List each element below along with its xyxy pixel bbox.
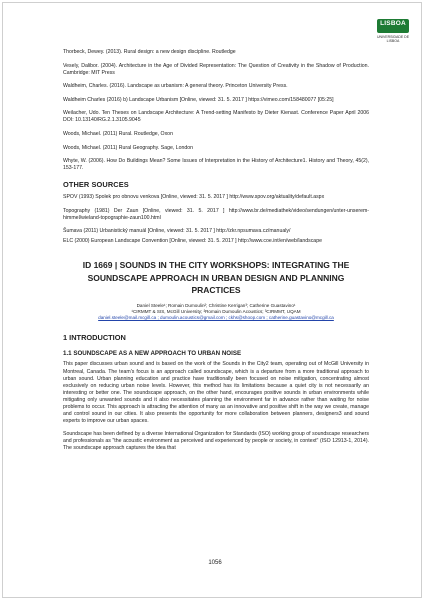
source-item: ELC (2000) European Landscape Convention [Online, viewed: 31. 5. 2017 ] http://www.coe.int/en/web/landscape	[63, 238, 322, 245]
body-paragraph: Soundscape has been defined by a diverse International Organization for Standards (ISO) working group of soundscape researchers and professionals as "the acoustic environment as perceived and experienced by people or society, in context" (ISO 12913-1, 2014). The soundscape approach captures the idea that	[63, 430, 369, 451]
introduction-heading: 1 INTRODUCTION	[63, 333, 126, 343]
page-number: 1056	[208, 560, 222, 566]
paper-affiliations: ¹CIRMMT & SIS, McGill University; ²Romain Dumoulin Acoustics; ³CIRMMT, UQAM	[131, 309, 301, 315]
reference-list	[63, 49, 369, 172]
body-paragraph: This paper discusses urban sound and is based on the work of the Sounds in the City2 team, operating out of McGill University in Montreal, Canada. The team's focus is an approach called soundscape, which is a departure from a more traditional approach to urban sound. Urban planning education and practice have traditionally been focused on noise mitigation, concentrating almost exclusively on reducing urban noise levels. However, this method has its limitations because a quiet city is not necessarily an interesting or better one. The soundscape approach, on the other hand, encourages positive sounds in urban environments while mitigating only unwanted sounds and it also necessitates planning the environment far in advance rather than waiting for noise problems to occur. This approach is attracting the attention of many as an innovative and positive shift in the way we create, manage and control sound in our cities. It also presents the opportunity for more collaboration between planners, designers3 and sound experts to improve our urban spaces.	[63, 361, 369, 424]
reference-item: Woods, Michael. (2011) Rural Geography. Sage, London	[63, 144, 194, 151]
page-content	[63, 49, 369, 458]
reference-item: Vesely, Dalibor. (2004). Architecture in the Age of Divided Representation: The Question of Creativity in the Shadow of Production. Cambridge: MIT Press	[63, 62, 369, 76]
reference-item: Waldheim, Charles. (2016). Landscape as urbanism: A general theory. Princeton University Press.	[63, 83, 288, 90]
reference-item: Waldheim Charles (2016) b) Landscape Urbanism [Online, viewed: 31. 5. 2017 ] https://vimeo.com/158480077 [05:25]	[63, 96, 334, 103]
other-sources-list	[63, 194, 369, 245]
reference-item: Woods, Michael. (2011) Rural. Routledge, Oxon	[63, 130, 173, 137]
university-logo	[373, 17, 413, 41]
reference-item: Whyte, W. (2006). How Do Buildings Mean? Some Issues of Interpretation in the History of Architecture1. History and Theory, 45(2), 153-177.	[63, 158, 369, 172]
author-emails[interactable]: daniel.steele@mail.mcgill.ca ; dumoulin.acoustics@gmail.com ; ckhs@shoop.com ; catherine.guastavino@mcgill.ca	[98, 315, 334, 321]
subsection-heading: 1.1 SOUNDSCAPE AS A NEW APPROACH TO URBAN NOISE	[63, 350, 242, 358]
paper-title: ID 1669 | SOUNDS IN THE CITY WORKSHOPS: INTEGRATING THE SOUNDSCAPE APPROACH IN URBAN DESIGN AND PLANNING PRACTICES	[82, 260, 350, 296]
source-item: SPOV (1993) Spolek pro obnovu venkova [Online, viewed: 31. 5. 2017 ] http://www.spov.org/aktuality/default.aspx	[63, 194, 325, 201]
document-page	[2, 2, 422, 598]
reference-item: Weilacher, Udo. Ten Theses on Landscape Architecture: A Trend-setting Manifesto by Dieter Kienast. Conference Paper April 2006 DOI: 10.13140/RG.2.1.3105.9045	[63, 110, 369, 124]
reference-item: Thorbeck, Dewey. (2013). Rural design: a new design discipline. Routledge	[63, 49, 236, 55]
source-item: Topography (1981) Der Zaun [Online, viewed: 31. 5. 2017 ] http://www.br.de/mediathek/video/sendungen/unter-unserem-himmel/wieland-topographie-zaun100.html	[63, 207, 369, 221]
logo-subtext: UNIVERSIDADE DE LISBOA	[376, 35, 410, 43]
paper-authors: Daniel Steele¹; Romain Dumoulin²; Christine Kerrigan³; Catherine Guastavino¹	[136, 302, 296, 308]
source-item: Šumava (2011) Urbanistický manuál [Online, viewed: 31. 5. 2017 ] http://zkr.npsumava.cz/manualy/	[63, 228, 291, 235]
other-sources-heading: OTHER SOURCES	[63, 180, 129, 190]
logo-text: LISBOA	[380, 20, 406, 27]
